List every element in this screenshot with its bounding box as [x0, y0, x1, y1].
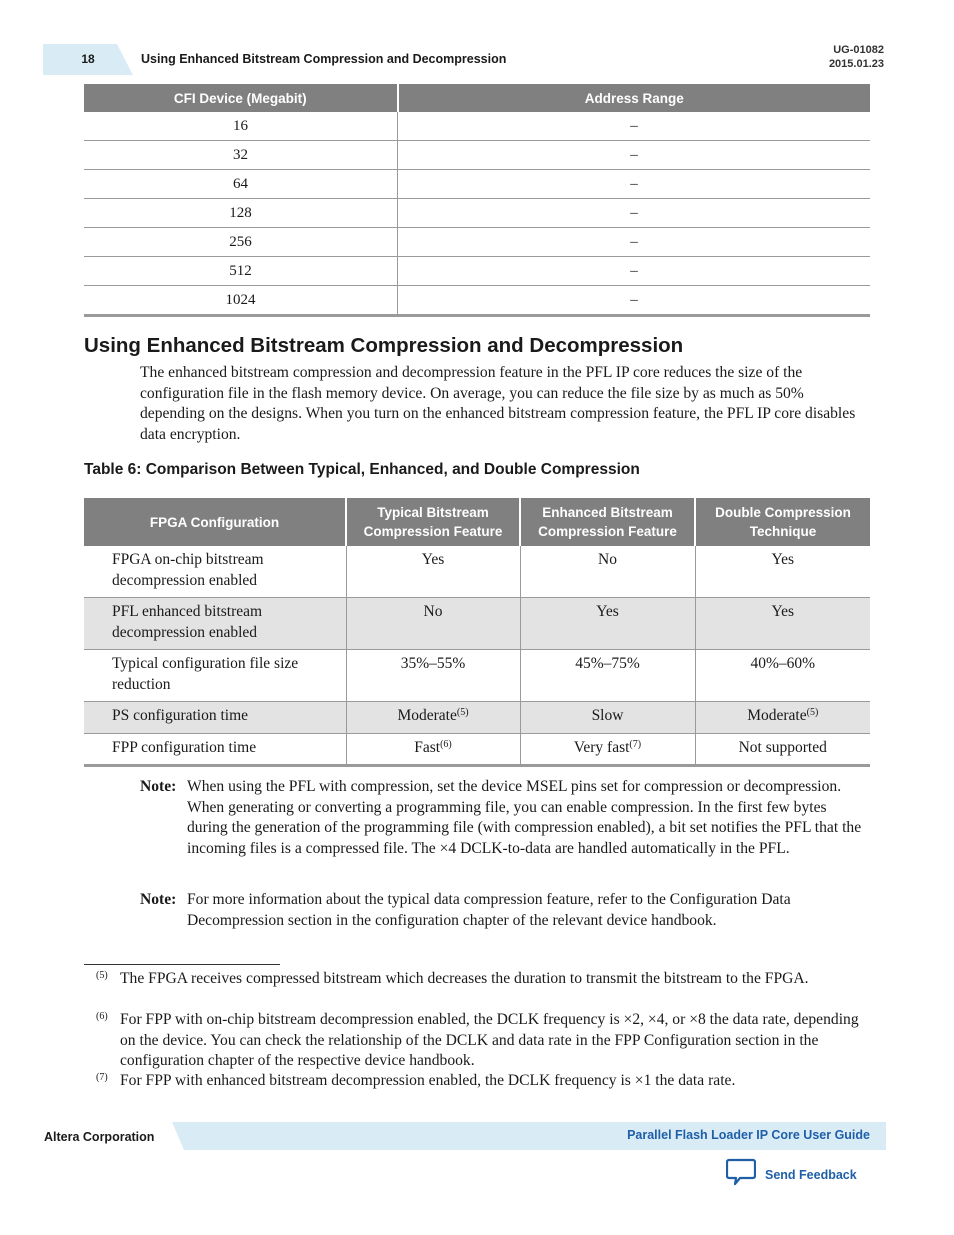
footnote-ref[interactable]: (7): [629, 738, 642, 750]
footnote-divider: [84, 964, 280, 965]
section-body: The enhanced bitstream compression and decompression feature in the PFL IP core reduces the size of the configuration file in the flash memory device. On average, you can reduce the file size by as much as 50% depending on the designs. When you turn on the enhanced bitstream compression feature, the PFL IP core disables data encryption.: [140, 364, 856, 443]
row-label: FPP configuration time: [84, 733, 346, 766]
table-cell: [695, 546, 870, 598]
cell-value: Not supported: [738, 738, 827, 756]
table-cell: 256: [84, 228, 398, 257]
table-cell: –: [398, 112, 871, 141]
cell-value: Moderate: [747, 707, 807, 724]
cell-value: Moderate: [397, 707, 457, 724]
table-cell: –: [398, 286, 871, 316]
note-text: When using the PFL with compression, set the device MSEL pins set for compression or decompression. When generating or converting a programming file, you can enable compression. In the first few bytes during the generation of the programming file (with compression enabled), a bit set notifies the PFL that the incoming files is a compressed file. The ×4 DCLK-to-data are handled automatically in the PFL.: [187, 778, 862, 857]
cell-value: No: [423, 603, 443, 620]
footnote: [96, 1071, 866, 1092]
running-header-title: Using Enhanced Bitstream Compression and Decompression: [141, 52, 507, 66]
document-id-block: [829, 43, 884, 71]
note: [140, 777, 866, 859]
table-row: [84, 733, 870, 766]
footnote-text: For FPP with enhanced bitstream decompression enabled, the DCLK frequency is ×1 the data rate.: [120, 1072, 736, 1089]
compression-comparison-table: [84, 498, 870, 767]
row-label: Typical configuration file size reduction: [84, 650, 346, 702]
send-feedback-label[interactable]: Send Feedback: [765, 1167, 857, 1182]
table-cell: [346, 546, 520, 598]
note: [140, 890, 866, 931]
table-row: [84, 170, 870, 199]
note-label: Note:: [140, 891, 177, 908]
table-cell: 16: [84, 112, 398, 141]
table-row: [84, 598, 870, 650]
cell-value: Very fast: [573, 738, 630, 756]
cfi-address-table: [84, 84, 870, 317]
table-row: [84, 702, 870, 734]
table-cell: –: [398, 141, 871, 170]
speech-bubble-icon: [726, 1158, 756, 1191]
table-cell: [520, 733, 695, 766]
table-cell: 64: [84, 170, 398, 199]
footnote-text: For FPP with on-chip bitstream decompression enabled, the DCLK frequency is ×2, ×4, or ×8 the data rate, depending on the device. You can check the relationship of the DCLK and data rate in the FPP Configuration section in the configuration chapter of the respective device handbook.: [120, 1011, 859, 1069]
footnote-mark: (7): [96, 1072, 108, 1083]
column-header: Typical Bitstream Compression Feature: [346, 498, 520, 546]
document-id: UG-01082: [833, 44, 884, 56]
footnote: [96, 969, 866, 990]
table-cell: [695, 733, 870, 766]
footnote-mark: (5): [96, 970, 108, 981]
cell-value: Slow: [591, 707, 624, 724]
column-header: Double Compression Technique: [695, 498, 870, 546]
cell-value: Yes: [771, 551, 795, 568]
footnote-ref[interactable]: (6): [440, 738, 452, 750]
table-cell: [346, 702, 520, 734]
row-label: FPGA on-chip bitstream decompression enabled: [84, 546, 346, 598]
table-cell: [695, 650, 870, 702]
table-row: [84, 286, 870, 316]
section-heading: Using Enhanced Bitstream Compression and Decompression: [84, 334, 684, 357]
table-row: [84, 199, 870, 228]
footer-company: Altera Corporation: [44, 1130, 155, 1144]
table-cell: [520, 650, 695, 702]
table-caption: Table 6: Comparison Between Typical, Enhanced, and Double Compression: [84, 461, 640, 478]
table-cell: 512: [84, 257, 398, 286]
cell-value: Yes: [771, 603, 795, 620]
table-cell: –: [398, 228, 871, 257]
cell-value: 45%–75%: [575, 655, 640, 672]
cell-value: Fast: [414, 738, 441, 756]
table-row: [84, 141, 870, 170]
cell-value: No: [598, 551, 617, 568]
cell-value: 35%–55%: [400, 655, 466, 672]
column-header: Enhanced Bitstream Compression Feature: [520, 498, 695, 546]
table-cell: [520, 598, 695, 650]
table-row: [84, 546, 870, 598]
table-cell: –: [398, 170, 871, 199]
table-cell: –: [398, 199, 871, 228]
note-label: Note:: [140, 778, 177, 795]
row-label: PFL enhanced bitstream decompression enabled: [84, 598, 346, 650]
table-cell: [520, 702, 695, 734]
footnote-mark: (6): [96, 1011, 108, 1022]
send-feedback-link[interactable]: [726, 1158, 857, 1191]
cell-value: Yes: [596, 603, 619, 620]
table-cell: [695, 702, 870, 734]
table-cell: [346, 650, 520, 702]
table-cell: –: [398, 257, 871, 286]
footnote-ref[interactable]: (5): [456, 707, 469, 718]
column-header: Address Range: [398, 84, 871, 112]
table-cell: [695, 598, 870, 650]
table-row: [84, 257, 870, 286]
note-text: For more information about the typical data compression feature, refer to the Configuration Data Decompression section in the configuration chapter of the relevant device handbook.: [187, 891, 791, 929]
footnote-ref[interactable]: (5): [806, 707, 819, 718]
footer-guide-title[interactable]: Parallel Flash Loader IP Core User Guide: [627, 1128, 870, 1142]
table-cell: [520, 546, 695, 598]
table-row: [84, 650, 870, 702]
table-row: [84, 112, 870, 141]
column-header: FPGA Configuration: [84, 498, 346, 546]
table-cell: 1024: [84, 286, 398, 316]
footnote-text: The FPGA receives compressed bitstream which decreases the duration to transmit the bitstream to the FPGA.: [120, 970, 809, 987]
column-header: CFI Device (Megabit): [84, 84, 398, 112]
footnote: [96, 1010, 866, 1072]
document-date: 2015.01.23: [828, 58, 884, 70]
cell-value: 40%–60%: [750, 655, 816, 672]
row-label: PS configuration time: [84, 702, 346, 734]
table-cell: [346, 598, 520, 650]
table-cell: 32: [84, 141, 398, 170]
table-cell: 128: [84, 199, 398, 228]
page-number: 18: [81, 52, 95, 66]
table-row: [84, 228, 870, 257]
cell-value: Yes: [421, 551, 445, 568]
table-cell: [346, 733, 520, 766]
